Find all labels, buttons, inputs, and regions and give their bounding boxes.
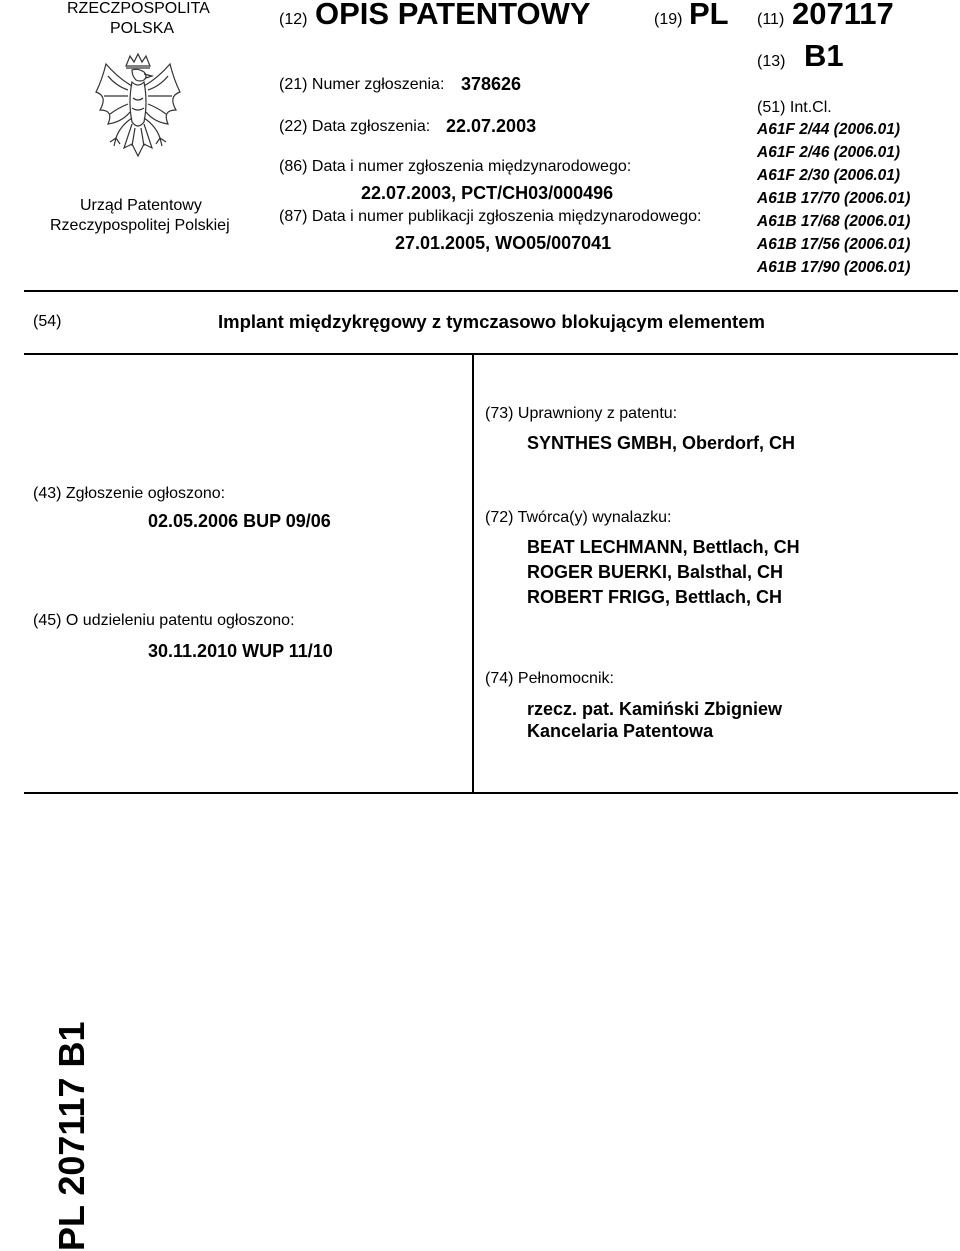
kind-code-label: (13) xyxy=(757,53,786,70)
divider-top xyxy=(24,290,958,292)
app-number-label: (21) Numer zgłoszenia: xyxy=(279,76,445,93)
app-date: 22.07.2003 xyxy=(446,116,537,136)
inventor-name: ROGER BUERKI, Balsthal, CH xyxy=(527,562,784,582)
doc-type-title: OPIS PATENTOWY xyxy=(315,0,591,31)
divider-bottom xyxy=(24,792,958,794)
invention-title: Implant międzykręgowy z tymczasowo blokującym elementem xyxy=(218,311,765,332)
office-name-line1: Urząd Patentowy xyxy=(80,197,202,214)
doc-type-code: (12) xyxy=(279,11,308,28)
attorney-line1: rzecz. pat. Kamiński Zbigniew xyxy=(527,699,783,719)
ipc-code: A61F 2/46 (2006.01) xyxy=(757,144,901,161)
ipc-code: A61B 17/90 (2006.01) xyxy=(757,259,911,276)
attorney-line2: Kancelaria Patentowa xyxy=(527,721,714,741)
office-name-line2: Rzeczypospolitej Polskiej xyxy=(50,217,230,234)
country-name-line2: POLSKA xyxy=(110,20,175,37)
intl-pub-label: (87) Data i numer publikacji zgłoszenia międzynarodowego: xyxy=(279,208,702,225)
column-divider xyxy=(472,353,474,793)
title-code: (54) xyxy=(33,313,62,330)
side-patent-label: PL 207117 B1 xyxy=(51,1021,92,1251)
divider-title xyxy=(24,353,958,355)
number-code: (11) xyxy=(757,11,785,28)
patent-number: 207117 xyxy=(792,0,894,31)
owner-value: SYNTHES GMBH, Oberdorf, CH xyxy=(527,433,796,453)
int-cl-label: (51) Int.Cl. xyxy=(757,99,832,116)
country-name-line1: RZECZPOSPOLITA xyxy=(67,0,210,17)
country-code-label: (19) xyxy=(654,11,683,28)
ipc-code: A61F 2/44 (2006.01) xyxy=(757,121,901,138)
intl-pub-value: 27.01.2005, WO05/007041 xyxy=(395,233,612,253)
inventor-name: ROBERT FRIGG, Bettlach, CH xyxy=(527,587,783,607)
owner-label: (73) Uprawniony z patentu: xyxy=(485,405,678,422)
kind-code: B1 xyxy=(804,38,844,73)
inventors-label: (72) Twórca(y) wynalazku: xyxy=(485,509,672,526)
announced-value: 02.05.2006 BUP 09/06 xyxy=(148,511,331,531)
app-date-label: (22) Data zgłoszenia: xyxy=(279,118,431,135)
country-code: PL xyxy=(689,0,729,31)
ipc-code: A61B 17/68 (2006.01) xyxy=(757,213,911,230)
announced-label: (43) Zgłoszenie ogłoszono: xyxy=(33,485,226,502)
inventor-name: BEAT LECHMANN, Bettlach, CH xyxy=(527,537,800,557)
ipc-code: A61B 17/70 (2006.01) xyxy=(757,190,911,207)
intl-app-label: (86) Data i numer zgłoszenia międzynarodowego: xyxy=(279,158,632,175)
polish-eagle-emblem-icon xyxy=(88,52,188,182)
attorney-label: (74) Pełnomocnik: xyxy=(485,670,614,687)
ipc-code: A61F 2/30 (2006.01) xyxy=(757,167,901,184)
ipc-code: A61B 17/56 (2006.01) xyxy=(757,236,911,253)
granted-value: 30.11.2010 WUP 11/10 xyxy=(148,641,333,661)
app-number: 378626 xyxy=(461,74,522,94)
granted-label: (45) O udzieleniu patentu ogłoszono: xyxy=(33,612,295,629)
intl-app-value: 22.07.2003, PCT/CH03/000496 xyxy=(361,183,614,203)
